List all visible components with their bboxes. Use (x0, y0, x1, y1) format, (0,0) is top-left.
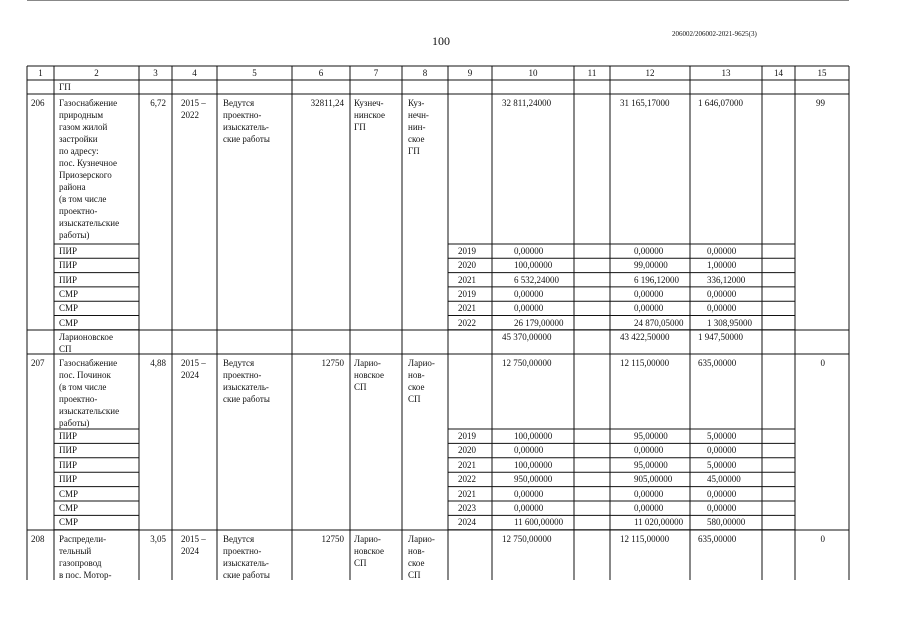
header-cell: 14 (774, 68, 783, 78)
object-name: изыскательские (59, 218, 120, 228)
regional-amount: 0,00000 (634, 288, 664, 299)
header-cell: 8 (422, 68, 428, 78)
object-name: застройки (59, 134, 98, 144)
header-cell: 11 (587, 68, 597, 78)
object-name: изыскательские (59, 406, 120, 416)
local-amount: 336,12000 (707, 274, 746, 285)
settlement-short: ское (408, 558, 425, 568)
object-name: пос. Починок (59, 370, 111, 380)
settlement-short: ГП (408, 146, 420, 156)
length-value: 6,72 (150, 98, 166, 108)
total-amount: 0,00000 (514, 303, 544, 314)
work-type: СМР (59, 488, 79, 499)
settlement: новское (354, 546, 385, 556)
regional-amount: 0,00000 (634, 488, 664, 499)
header-cell: 12 (645, 68, 655, 78)
local-amount: 1 308,95000 (707, 317, 752, 328)
regional-amount: 0,00000 (634, 246, 664, 256)
settlement-short: ское (408, 134, 425, 144)
readiness: 99 (816, 98, 825, 108)
total-amount: 12 750,00000 (502, 534, 552, 544)
status: проектно- (223, 110, 262, 120)
status: проектно- (223, 370, 262, 380)
total-amount: 6 532,24000 (514, 274, 559, 285)
work-type: СМР (59, 503, 79, 513)
header-cell: 5 (252, 68, 257, 78)
object-name: природным (59, 110, 104, 120)
document-code: 206002/206002-2021-9625(3) (672, 30, 757, 38)
status: изыскатель- (223, 122, 269, 132)
local-amount: 0,00000 (707, 288, 737, 299)
period: 2024 (181, 546, 199, 556)
settlement: Ларио- (354, 358, 381, 368)
status: изыскатель- (223, 558, 269, 568)
year: 2020 (458, 260, 476, 271)
work-type: ПИР (59, 260, 78, 271)
period: 2015 – (181, 358, 206, 368)
object-name: (в том числе (59, 194, 107, 204)
cost-value: 12750 (321, 534, 344, 544)
period: 2022 (181, 110, 199, 120)
year: 2019 (458, 288, 476, 299)
local-amount: 5,00000 (707, 431, 737, 441)
settlement-short: Куз- (408, 98, 425, 108)
regional-amount: 0,00000 (634, 445, 664, 456)
year: 2021 (458, 303, 476, 314)
row-number: 207 (31, 358, 45, 368)
header-cell: 6 (318, 68, 324, 78)
status: Ведутся (223, 358, 255, 368)
settlement: СП (354, 558, 367, 568)
total-amount: 0,00000 (514, 246, 544, 256)
readiness: 0 (820, 534, 825, 544)
period: 2024 (181, 370, 199, 380)
header-cell: 3 (153, 68, 158, 78)
local-amount: 635,00000 (698, 358, 737, 368)
object-name: работы) (59, 230, 90, 240)
local-amount: 0,00000 (707, 488, 737, 499)
settlement-short: нин- (408, 122, 426, 132)
settlement-short: ское (408, 382, 425, 392)
regional-amount: 24 870,05000 (634, 317, 684, 328)
object-name: тельный (59, 546, 92, 556)
total-amount: 100,00000 (514, 459, 553, 470)
local-amount: 0,00000 (707, 303, 737, 314)
regional-amount: 12 115,00000 (620, 534, 670, 544)
year: 2022 (458, 474, 476, 485)
header-cell: 13 (721, 68, 731, 78)
total-amount: 26 179,00000 (514, 317, 564, 328)
status: изыскатель- (223, 382, 269, 392)
regional-amount: 12 115,00000 (620, 358, 670, 368)
header-cell: 10 (528, 68, 538, 78)
settlement-short: нов- (408, 546, 425, 556)
regional-amount: 6 196,12000 (634, 274, 679, 285)
settlement: новское (354, 370, 385, 380)
page-number: 100 (432, 34, 450, 48)
work-type: СМР (59, 317, 79, 328)
cost-value: 12750 (321, 358, 344, 368)
object-name: проектно- (59, 206, 98, 216)
total-amount: 100,00000 (514, 260, 553, 271)
work-type: СМР (59, 303, 79, 314)
local-amount: 635,00000 (698, 534, 737, 544)
row-number: 208 (31, 534, 45, 544)
header-cell: 15 (817, 68, 827, 78)
settlement-short: нечн- (408, 110, 429, 120)
object-name: работы) (59, 418, 90, 428)
work-type: ПИР (59, 474, 78, 485)
subtotal-regional: 43 422,50000 (620, 332, 670, 342)
settlement-short: нов- (408, 370, 425, 380)
local-amount: 0,00000 (707, 503, 737, 513)
status: ские работы (223, 570, 270, 580)
year: 2023 (458, 503, 476, 513)
object-name: газопровод (59, 558, 102, 568)
settlement: СП (354, 382, 367, 392)
year: 2021 (458, 274, 476, 285)
status: Ведутся (223, 98, 255, 108)
settlement-short: Ларио- (408, 358, 435, 368)
local-amount: 0,00000 (707, 246, 737, 256)
subtotal-label: СП (59, 344, 72, 354)
total-amount: 0,00000 (514, 503, 544, 513)
work-type: ПИР (59, 246, 78, 256)
total-amount: 100,00000 (514, 431, 553, 441)
year: 2022 (458, 317, 476, 328)
regional-amount: 11 020,00000 (634, 517, 684, 528)
work-type: СМР (59, 288, 79, 299)
regional-amount: 0,00000 (634, 503, 664, 513)
year: 2019 (458, 431, 476, 441)
object-name: проектно- (59, 394, 98, 404)
header-cell: 7 (373, 68, 379, 78)
header-cell: 9 (467, 68, 473, 78)
object-name: Приозерского (59, 170, 112, 180)
header-cell: 1 (38, 68, 43, 78)
settlement-short: Ларио- (408, 534, 435, 544)
status: Ведутся (223, 534, 255, 544)
total-amount: 11 600,00000 (514, 517, 564, 528)
settlement-short: СП (408, 394, 421, 404)
regional-amount: 95,00000 (634, 431, 668, 441)
year: 2020 (458, 445, 476, 456)
object-name: по адресу: (59, 146, 99, 156)
object-name: Газоснабжение (59, 98, 118, 108)
settlement: Кузнеч- (354, 98, 384, 108)
local-amount: 0,00000 (707, 445, 737, 456)
settlement: Ларио- (354, 534, 381, 544)
settlement: нинское (354, 110, 385, 120)
total-amount: 950,00000 (514, 474, 553, 485)
period: 2015 – (181, 534, 206, 544)
status: ские работы (223, 134, 270, 144)
length-value: 3,05 (150, 534, 166, 544)
object-name: района (59, 182, 86, 192)
subtotal-local: 1 947,50000 (698, 332, 743, 342)
length-value: 4,88 (150, 358, 166, 368)
work-type: ПИР (59, 431, 78, 441)
status: проектно- (223, 546, 262, 556)
status: ские работы (223, 394, 270, 404)
subtotal-total: 45 370,00000 (502, 332, 552, 342)
object-name: Газоснабжение (59, 358, 118, 368)
local-amount: 1,00000 (707, 260, 737, 271)
total-amount: 32 811,24000 (502, 98, 552, 108)
regional-amount: 31 165,17000 (620, 98, 670, 108)
settlement: ГП (354, 122, 366, 132)
continuation-label: ГП (59, 82, 71, 92)
year: 2024 (458, 517, 476, 528)
work-type: ПИР (59, 459, 78, 470)
header-cell: 4 (192, 68, 197, 78)
work-type: СМР (59, 517, 79, 528)
object-name: в пос. Мотор- (59, 570, 112, 580)
regional-amount: 99,00000 (634, 260, 668, 271)
year: 2021 (458, 488, 476, 499)
year: 2021 (458, 459, 476, 470)
total-amount: 12 750,00000 (502, 358, 552, 368)
local-amount: 1 646,07000 (698, 98, 743, 108)
row-number: 206 (31, 98, 45, 108)
total-amount: 0,00000 (514, 445, 544, 456)
local-amount: 580,00000 (707, 517, 746, 528)
object-name: газом жилой (59, 122, 108, 132)
year: 2019 (458, 246, 476, 256)
work-type: ПИР (59, 274, 78, 285)
object-name: пос. Кузнечное (59, 158, 117, 168)
local-amount: 5,00000 (707, 459, 737, 470)
settlement-short: СП (408, 570, 421, 580)
object-name: Распредели- (59, 534, 107, 544)
regional-amount: 95,00000 (634, 459, 668, 470)
period: 2015 – (181, 98, 206, 108)
header-cell: 2 (94, 68, 99, 78)
readiness: 0 (820, 358, 825, 368)
total-amount: 0,00000 (514, 288, 544, 299)
regional-amount: 905,00000 (634, 474, 673, 485)
work-type: ПИР (59, 445, 78, 456)
cost-value: 32811,24 (310, 98, 344, 108)
subtotal-label: Ларионовское (59, 332, 113, 342)
local-amount: 45,00000 (707, 474, 741, 485)
total-amount: 0,00000 (514, 488, 544, 499)
object-name: (в том числе (59, 382, 107, 392)
regional-amount: 0,00000 (634, 303, 664, 314)
